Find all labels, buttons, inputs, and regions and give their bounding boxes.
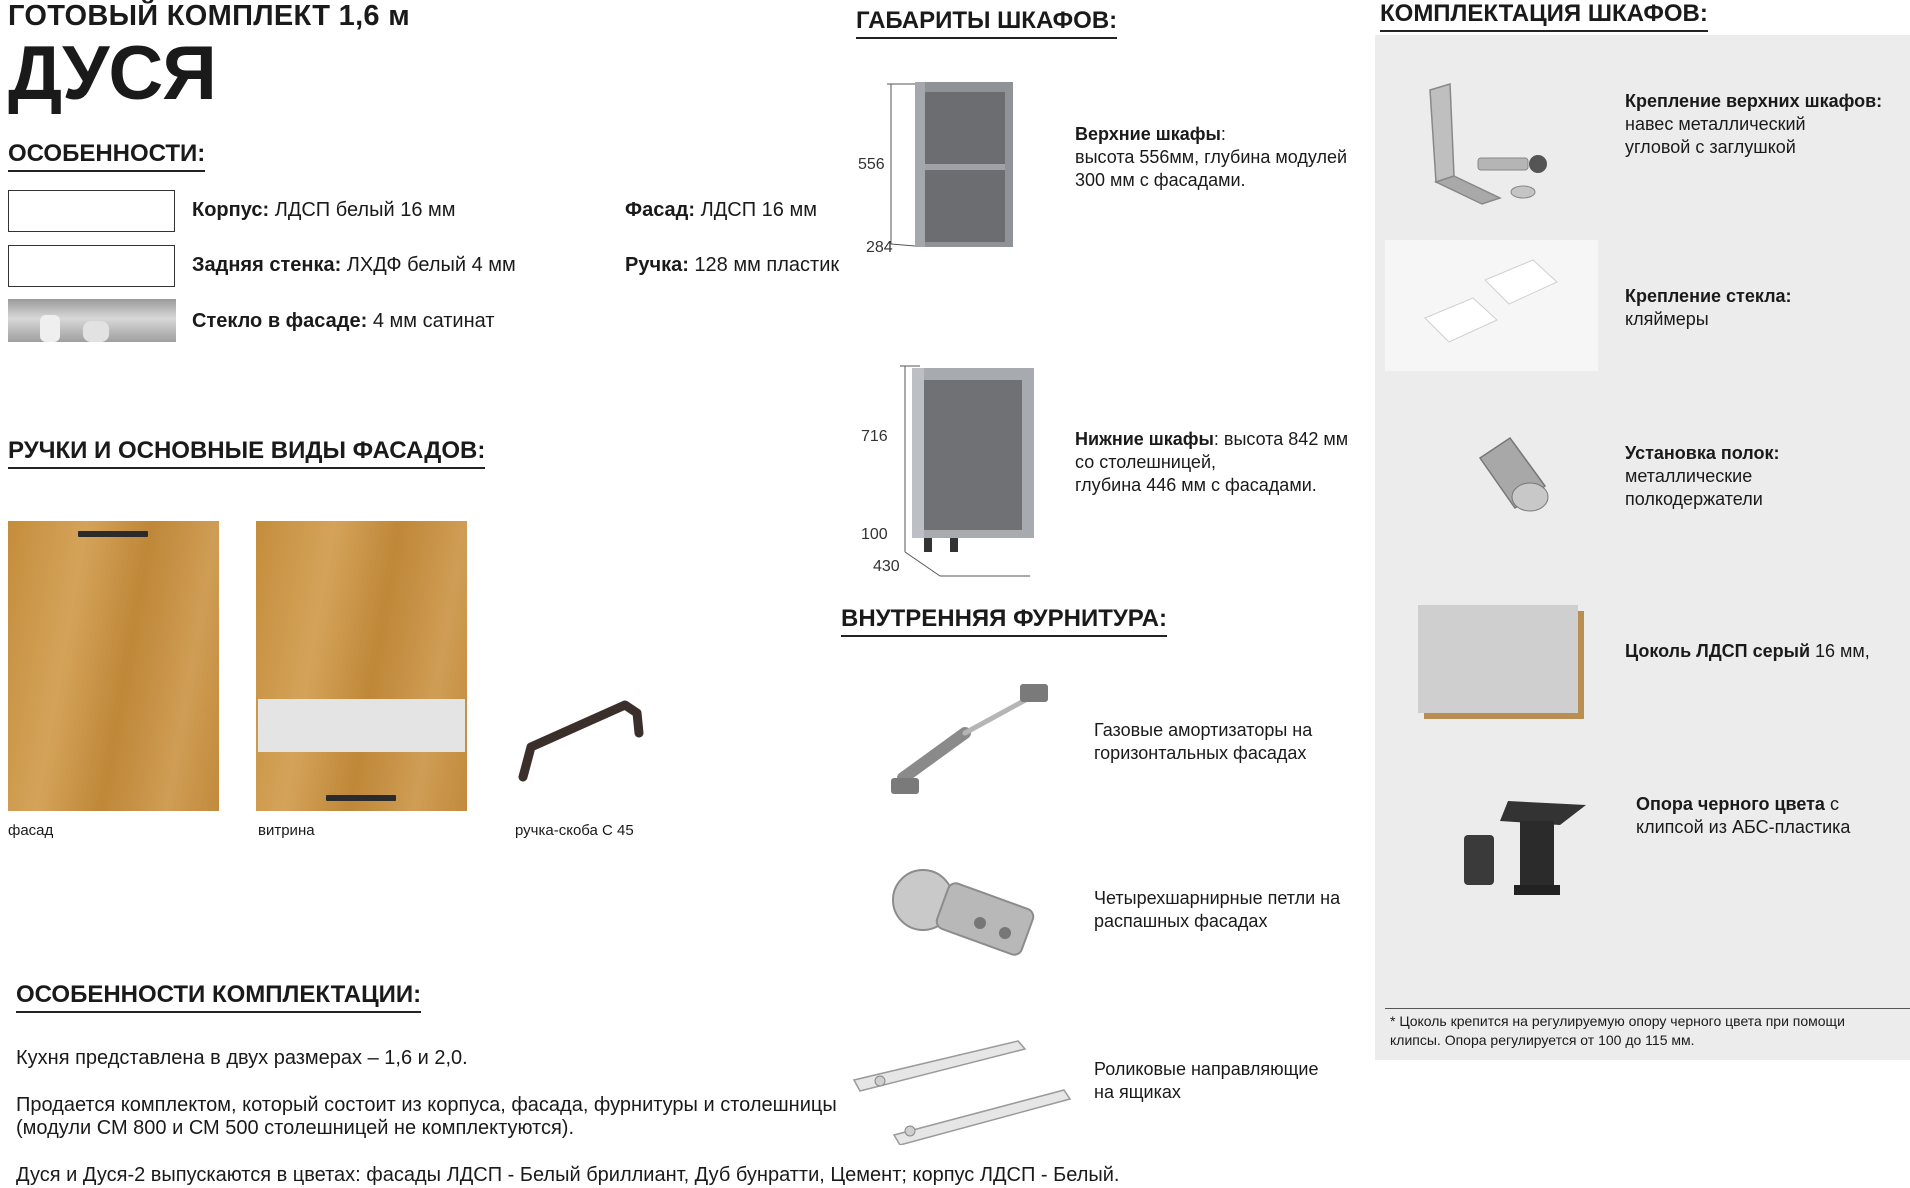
- note-divider: [1385, 1008, 1910, 1009]
- equipment-title: КОМПЛЕКТАЦИЯ ШКАФОВ:: [1380, 0, 1708, 32]
- equipment-item-line: Опора черного цвета с: [1636, 794, 1839, 814]
- equipment-item-3: [1625, 442, 1779, 511]
- upper-height: 556: [858, 156, 885, 173]
- equipment-item-5: [1636, 793, 1850, 839]
- shelf-support-image: [1470, 428, 1560, 518]
- note-line: * Цоколь крепится на регулируемую опору черного цвета при помощи: [1390, 1013, 1845, 1029]
- feature-backwall: Задняя стенка: ЛХДФ белый 4 мм: [192, 254, 516, 276]
- lower-height: 716: [861, 428, 888, 445]
- internal-title: ВНУТРЕННЯЯ ФУРНИТУРА:: [841, 605, 1167, 637]
- equipment-item-4: Цоколь ЛДСП серый 16 мм,: [1625, 641, 1870, 661]
- equipment-item-line: полкодержатели: [1625, 489, 1763, 509]
- internal-item-line: на ящиках: [1094, 1082, 1181, 1102]
- gas-strut-image: [885, 678, 1060, 803]
- support-leg-image: [1460, 795, 1590, 900]
- upper-desc-line: Верхние шкафы:: [1075, 124, 1226, 144]
- internal-item-line: Четырехшарнирные петли на: [1094, 888, 1341, 908]
- backwall-swatch: [8, 245, 175, 287]
- hinge-image: [885, 855, 1040, 970]
- kit-features-p2b: (модули СМ 800 и СМ 500 столешницей не комплектуются).: [16, 1117, 575, 1139]
- kit-features-p3: Дуся и Дуся-2 выпускаются в цветах: фасады ЛДСП - Белый бриллиант, Дуб бунратти, Цемент; корпус ЛДСП - Белый.: [16, 1164, 1120, 1186]
- feature-body: Корпус: ЛДСП белый 16 мм: [192, 199, 456, 221]
- upper-desc-line: высота 556мм, глубина модулей: [1075, 147, 1348, 167]
- dimensions-title: ГАБАРИТЫ ШКАФОВ:: [856, 7, 1117, 39]
- equipment-item-line: навес металлический: [1625, 114, 1806, 134]
- feature-facade: Фасад: ЛДСП 16 мм: [625, 199, 817, 221]
- lower-desc-line: со столешницей,: [1075, 452, 1216, 472]
- facade-door-image: [8, 521, 219, 811]
- internal-item-2: [1094, 887, 1340, 933]
- showcase-door-image: [256, 521, 467, 811]
- equipment-item-title: Установка полок:: [1625, 443, 1780, 463]
- door-handle: [326, 795, 396, 801]
- drawer-runners-image: [850, 1035, 1075, 1145]
- equipment-note: [1390, 1012, 1845, 1050]
- equipment-item-title: Крепление стекла:: [1625, 286, 1792, 306]
- feature-handle: Ручка: 128 мм пластик: [625, 254, 840, 276]
- handles-title: РУЧКИ И ОСНОВНЫЕ ВИДЫ ФАСАДОВ:: [8, 437, 485, 469]
- glass-swatch-jar: [40, 315, 60, 342]
- note-line: клипсы. Опора регулируется от 100 до 115 мм.: [1390, 1032, 1695, 1048]
- internal-item-line: распашных фасадах: [1094, 911, 1268, 931]
- caption-handle: ручка-скоба С 45: [515, 822, 634, 839]
- features-title: ОСОБЕННОСТИ:: [8, 140, 205, 172]
- internal-item-1: [1094, 719, 1312, 765]
- equipment-item-line: металлические: [1625, 466, 1753, 486]
- equipment-item-line: кляймеры: [1625, 309, 1709, 329]
- lower-plinth: 100: [861, 526, 888, 543]
- glass-clip-image: [1385, 240, 1598, 371]
- glass-swatch-jar: [83, 321, 109, 342]
- plinth-image: [1418, 605, 1578, 713]
- caption-facade: фасад: [8, 822, 54, 839]
- showcase-glass: [258, 699, 465, 752]
- equipment-item-2: [1625, 285, 1792, 331]
- glass-swatch: [8, 299, 176, 342]
- kit-features-p1: Кухня представлена в двух размерах – 1,6 и 2,0.: [16, 1047, 468, 1069]
- door-handle: [78, 531, 148, 537]
- feature-glass: Стекло в фасаде: 4 мм сатинат: [192, 310, 495, 332]
- kit-features-p2a: Продается комплектом, который состоит из корпуса, фасада, фурнитуры и столешницы: [16, 1094, 837, 1116]
- equipment-item-line: клипсой из АБС-пластика: [1636, 817, 1851, 837]
- upper-desc-line: 300 мм с фасадами.: [1075, 170, 1246, 190]
- upper-desc: [1075, 123, 1347, 192]
- lower-depth: 430: [873, 558, 900, 575]
- internal-item-line: горизонтальных фасадах: [1094, 743, 1307, 763]
- equipment-item-line: угловой с заглушкой: [1625, 137, 1796, 157]
- upper-cabinet-image: [885, 78, 1025, 253]
- lower-desc-line: Нижние шкафы: высота 842 мм: [1075, 429, 1349, 449]
- lower-desc: [1075, 428, 1348, 497]
- upper-depth: 284: [866, 239, 893, 256]
- kit-title: ГОТОВЫЙ КОМПЛЕКТ 1,6 м: [8, 0, 410, 32]
- lower-desc-line: глубина 446 мм с фасадами.: [1075, 475, 1317, 495]
- body-swatch: [8, 190, 175, 232]
- internal-item-line: Роликовые направляющие: [1094, 1059, 1319, 1079]
- equipment-item-1: [1625, 90, 1882, 159]
- product-name: ДУСЯ: [8, 31, 216, 116]
- wall-mount-image: [1420, 80, 1570, 210]
- internal-item-line: Газовые амортизаторы на: [1094, 720, 1313, 740]
- lower-cabinet-image: [880, 362, 1040, 580]
- kit-features-title: ОСОБЕННОСТИ КОМПЛЕКТАЦИИ:: [16, 981, 421, 1013]
- internal-item-3: [1094, 1058, 1318, 1104]
- caption-showcase: витрина: [258, 822, 315, 839]
- handle-image: [515, 695, 645, 790]
- equipment-item-title: Крепление верхних шкафов:: [1625, 91, 1883, 111]
